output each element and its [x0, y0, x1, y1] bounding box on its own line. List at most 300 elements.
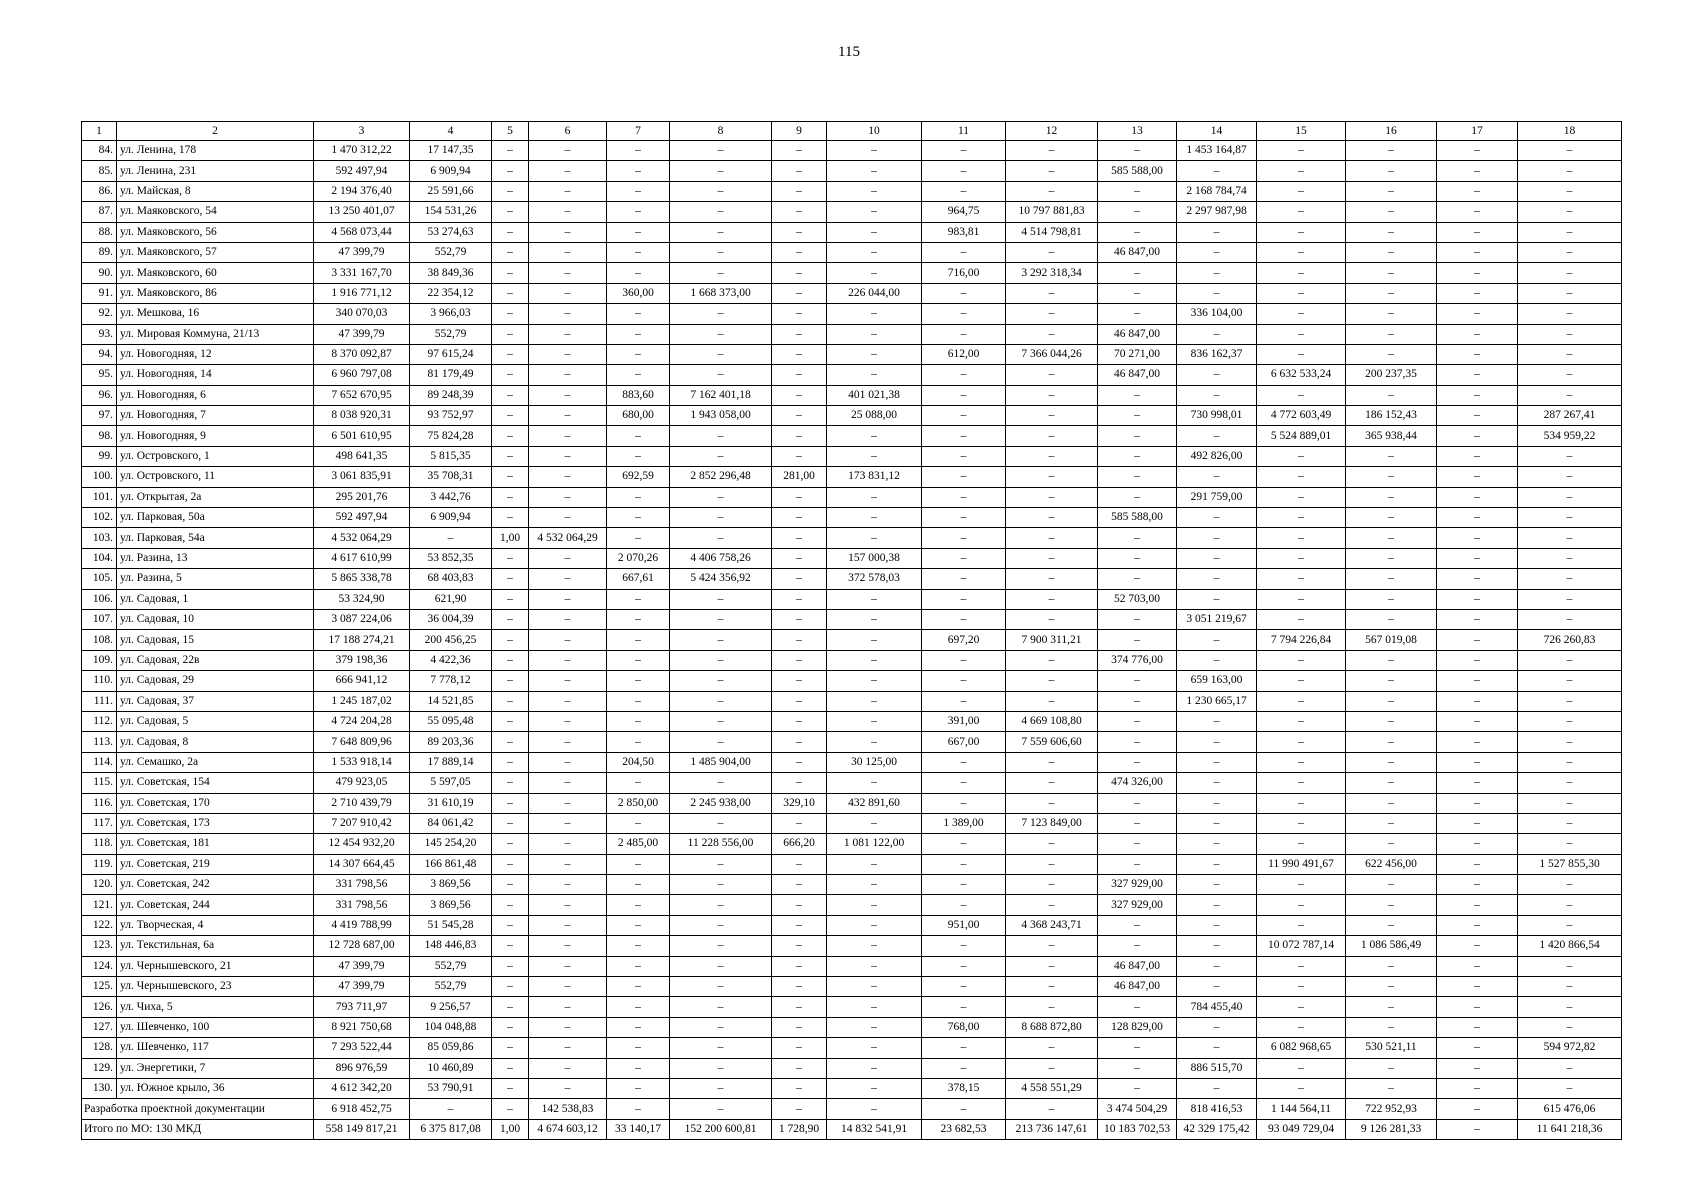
table-cell: – [492, 426, 529, 446]
table-cell: – [1346, 671, 1437, 691]
table-cell: – [607, 528, 670, 548]
table-cell: – [670, 324, 772, 344]
table-cell: – [827, 773, 922, 793]
table-cell: ул. Открытая, 2а [117, 487, 314, 507]
table-cell: 113. [82, 732, 117, 752]
table-cell: – [1518, 487, 1622, 507]
table-cell: – [1518, 242, 1622, 262]
table-cell: – [827, 344, 922, 364]
table-cell: – [772, 508, 827, 528]
table-cell: 91. [82, 283, 117, 303]
table-cell: – [670, 691, 772, 711]
table-cell: – [922, 793, 1006, 813]
table-cell: – [827, 528, 922, 548]
table-row [82, 1078, 1622, 1098]
table-cell: – [1006, 548, 1098, 568]
table-cell: – [607, 202, 670, 222]
table-cell: ул. Творческая, 4 [117, 915, 314, 935]
table-cell: – [1346, 650, 1437, 670]
table-row [82, 630, 1622, 650]
table-cell: – [492, 344, 529, 364]
table-row [82, 467, 1622, 487]
table-cell: 23 682,53 [922, 1119, 1006, 1139]
table-cell: – [1437, 834, 1518, 854]
table-cell: 116. [82, 793, 117, 813]
table-cell: – [1177, 508, 1257, 528]
table-cell: – [1437, 181, 1518, 201]
table-cell: – [670, 650, 772, 670]
table-cell: 5 815,35 [410, 446, 492, 466]
table-cell: 592 497,94 [314, 161, 410, 181]
table-row [82, 528, 1622, 548]
table-cell: 53 274,63 [410, 222, 492, 242]
table-cell: – [922, 1038, 1006, 1058]
table-cell: 474 326,00 [1098, 773, 1177, 793]
table-cell: – [1006, 609, 1098, 629]
table-cell: – [772, 936, 827, 956]
table-cell: 14 521,85 [410, 691, 492, 711]
table-cell: – [772, 406, 827, 426]
table-cell: 13 250 401,07 [314, 202, 410, 222]
table-cell: 360,00 [607, 283, 670, 303]
table-cell: – [492, 141, 529, 161]
table-row [82, 508, 1622, 528]
table-cell: 53 324,90 [314, 589, 410, 609]
table-cell: – [492, 895, 529, 915]
table-row [82, 875, 1622, 895]
table-row [82, 997, 1622, 1017]
table-cell: 7 648 809,96 [314, 732, 410, 752]
table-cell: – [1257, 508, 1346, 528]
table-cell: – [1177, 773, 1257, 793]
table-cell: – [1006, 793, 1098, 813]
table-cell: – [1098, 691, 1177, 711]
table-row [82, 1058, 1622, 1078]
table-cell: – [529, 406, 607, 426]
table-cell: – [1437, 813, 1518, 833]
table-cell: – [670, 141, 772, 161]
table-cell: 17 889,14 [410, 752, 492, 772]
table-cell: – [607, 650, 670, 670]
table-cell: – [772, 854, 827, 874]
table-cell: 4 [410, 122, 492, 141]
table-cell: – [529, 283, 607, 303]
table-cell: – [1437, 936, 1518, 956]
table-cell: 148 446,83 [410, 936, 492, 956]
table-cell: – [1518, 895, 1622, 915]
table-cell: – [1518, 508, 1622, 528]
table-cell: – [1257, 977, 1346, 997]
table-cell: 11 [922, 122, 1006, 141]
table-cell: 552,79 [410, 977, 492, 997]
table-cell: – [1437, 793, 1518, 813]
table-cell: 2 [117, 122, 314, 141]
table-cell: – [670, 426, 772, 446]
table-cell: 667,00 [922, 732, 1006, 752]
table-cell: 16 [1346, 122, 1437, 141]
table-cell: – [670, 813, 772, 833]
table-cell: – [1257, 1078, 1346, 1098]
table-cell: 3 474 504,29 [1098, 1099, 1177, 1119]
table-row [82, 426, 1622, 446]
table-row [82, 406, 1622, 426]
table-cell: – [1006, 426, 1098, 446]
table-cell: 118. [82, 834, 117, 854]
table-cell: – [492, 487, 529, 507]
table-cell: – [1257, 1058, 1346, 1078]
table-cell: 4 558 551,29 [1006, 1078, 1098, 1098]
table-cell: 951,00 [922, 915, 1006, 935]
table-cell: – [1177, 242, 1257, 262]
table-cell: – [1437, 956, 1518, 976]
table-cell: – [772, 977, 827, 997]
table-cell: – [1437, 467, 1518, 487]
table-cell: – [529, 915, 607, 935]
table-cell: – [607, 365, 670, 385]
table-cell: 97. [82, 406, 117, 426]
table-cell: – [827, 508, 922, 528]
table-cell: – [827, 691, 922, 711]
table-cell: – [1257, 773, 1346, 793]
table-cell: – [1437, 977, 1518, 997]
table-cell: 6 909,94 [410, 508, 492, 528]
table-cell: – [1006, 446, 1098, 466]
table-cell: – [1346, 711, 1437, 731]
table-cell: – [607, 426, 670, 446]
table-cell: ул. Чиха, 5 [117, 997, 314, 1017]
table-row [82, 609, 1622, 629]
table-cell: – [492, 650, 529, 670]
table-cell: – [1437, 854, 1518, 874]
table-cell: – [922, 304, 1006, 324]
table-cell: – [1006, 834, 1098, 854]
table-cell: – [772, 813, 827, 833]
table-cell: 666 941,12 [314, 671, 410, 691]
table-cell: 2 485,00 [607, 834, 670, 854]
table-cell: 622 456,00 [1346, 854, 1437, 874]
table-cell: – [1437, 1099, 1518, 1119]
table-cell: 93 049 729,04 [1257, 1119, 1346, 1139]
table-cell: – [1006, 1099, 1098, 1119]
table-cell: – [670, 222, 772, 242]
table-cell: – [922, 426, 1006, 446]
table-cell: – [529, 589, 607, 609]
table-cell: – [1346, 793, 1437, 813]
table-cell: – [772, 773, 827, 793]
table-cell: 10 183 702,53 [1098, 1119, 1177, 1139]
table-cell: – [492, 161, 529, 181]
table-cell: – [772, 1099, 827, 1119]
table-cell: ул. Садовая, 8 [117, 732, 314, 752]
table-cell: – [1346, 242, 1437, 262]
table-cell: – [492, 1058, 529, 1078]
table-cell: – [922, 977, 1006, 997]
table-cell: 479 923,05 [314, 773, 410, 793]
table-cell: – [529, 691, 607, 711]
table-cell: – [1006, 161, 1098, 181]
table-cell: ул. Новогодняя, 6 [117, 385, 314, 405]
table-cell: – [1518, 569, 1622, 589]
table-cell: 2 852 296,48 [670, 467, 772, 487]
table-row [82, 793, 1622, 813]
table-cell: – [1006, 141, 1098, 161]
table-cell: – [529, 936, 607, 956]
table-cell: – [922, 161, 1006, 181]
table-cell: 667,61 [607, 569, 670, 589]
table-cell: 68 403,83 [410, 569, 492, 589]
table-cell: – [827, 875, 922, 895]
table-cell: – [1346, 222, 1437, 242]
table-cell: – [1346, 263, 1437, 283]
table-cell: – [827, 1058, 922, 1078]
table-cell: – [1006, 650, 1098, 670]
table-cell: – [1346, 283, 1437, 303]
table-cell: 14 307 664,45 [314, 854, 410, 874]
table-cell: – [529, 161, 607, 181]
table-cell: – [1006, 1038, 1098, 1058]
table-cell: – [1177, 1017, 1257, 1037]
table-cell: – [670, 1078, 772, 1098]
table-cell: – [1437, 609, 1518, 629]
table-cell: – [529, 813, 607, 833]
table-cell: – [772, 711, 827, 731]
table-cell: – [1437, 548, 1518, 568]
table-cell: 567 019,08 [1346, 630, 1437, 650]
table-cell: – [1437, 1119, 1518, 1139]
table-cell: – [1006, 324, 1098, 344]
table-cell: 2 245 938,00 [670, 793, 772, 813]
table-cell: 100. [82, 467, 117, 487]
table-cell: – [922, 875, 1006, 895]
table-cell: 3 051 219,67 [1177, 609, 1257, 629]
table-cell: – [1518, 793, 1622, 813]
table-cell: 6 082 968,65 [1257, 1038, 1346, 1058]
table-cell: 127. [82, 1017, 117, 1037]
table-row [82, 773, 1622, 793]
table-cell: – [1257, 181, 1346, 201]
table-cell: – [1177, 711, 1257, 731]
table-cell: – [1257, 671, 1346, 691]
table-cell: 6 960 797,08 [314, 365, 410, 385]
table-cell: – [772, 263, 827, 283]
table-cell: – [1257, 691, 1346, 711]
table-cell: – [1098, 304, 1177, 324]
table-cell: 4 772 603,49 [1257, 406, 1346, 426]
table-cell: 4 532 064,29 [314, 528, 410, 548]
table-cell: 793 711,97 [314, 997, 410, 1017]
table-cell: ул. Маяковского, 86 [117, 283, 314, 303]
table-cell: – [607, 813, 670, 833]
table-cell: 33 140,17 [607, 1119, 670, 1139]
table-cell: – [922, 569, 1006, 589]
table-cell: 281,00 [772, 467, 827, 487]
table-cell: 340 070,03 [314, 304, 410, 324]
table-cell: – [1177, 365, 1257, 385]
table-cell: 89 203,36 [410, 732, 492, 752]
table-cell: – [607, 344, 670, 364]
table-cell: – [1518, 222, 1622, 242]
table-cell: – [529, 446, 607, 466]
table-cell: 90. [82, 263, 117, 283]
table-cell: – [1257, 141, 1346, 161]
table-cell: – [607, 589, 670, 609]
table-cell: – [607, 773, 670, 793]
table-cell: – [670, 936, 772, 956]
table-cell: – [1437, 630, 1518, 650]
table-cell: – [1437, 752, 1518, 772]
table-cell: 95. [82, 365, 117, 385]
table-cell: 47 399,79 [314, 242, 410, 262]
table-cell: 331 798,56 [314, 895, 410, 915]
table-cell: 7 794 226,84 [1257, 630, 1346, 650]
table-cell: – [529, 242, 607, 262]
table-cell: 7 207 910,42 [314, 813, 410, 833]
table-cell: – [670, 344, 772, 364]
table-cell: – [1518, 813, 1622, 833]
table-cell: – [1098, 202, 1177, 222]
table-cell: – [827, 487, 922, 507]
table-cell: – [1177, 732, 1257, 752]
table-cell: – [607, 915, 670, 935]
table-cell: ул. Шевченко, 100 [117, 1017, 314, 1037]
table-cell: 84 061,42 [410, 813, 492, 833]
table-cell: – [1518, 324, 1622, 344]
table-cell: – [772, 569, 827, 589]
table-cell: – [1518, 650, 1622, 670]
table-cell: – [1518, 304, 1622, 324]
table-cell: – [607, 1058, 670, 1078]
table-cell: – [1257, 650, 1346, 670]
table-cell: – [772, 324, 827, 344]
table-cell: ул. Чернышевского, 21 [117, 956, 314, 976]
table-cell: 22 354,12 [410, 283, 492, 303]
table-cell: ул. Разина, 5 [117, 569, 314, 589]
table-cell: 5 597,05 [410, 773, 492, 793]
table-cell: – [1518, 671, 1622, 691]
table-cell: – [772, 752, 827, 772]
table-cell: – [1518, 344, 1622, 364]
table-cell: – [827, 1038, 922, 1058]
table-cell: 7 900 311,21 [1006, 630, 1098, 650]
table-cell: – [1518, 609, 1622, 629]
table-cell: 1 [82, 122, 117, 141]
table-cell: 3 292 318,34 [1006, 263, 1098, 283]
table-cell: ул. Маяковского, 56 [117, 222, 314, 242]
table-cell: 3 061 835,91 [314, 467, 410, 487]
table-cell: 86. [82, 181, 117, 201]
table-cell: 8 038 920,31 [314, 406, 410, 426]
table-cell: – [1346, 528, 1437, 548]
table-cell: – [529, 508, 607, 528]
table-cell: – [1098, 609, 1177, 629]
table-cell: – [1098, 630, 1177, 650]
table-cell: 97 615,24 [410, 344, 492, 364]
table-cell: ул. Маяковского, 54 [117, 202, 314, 222]
table-cell: – [922, 446, 1006, 466]
table-cell: – [922, 609, 1006, 629]
table-cell: – [827, 977, 922, 997]
table-cell: – [1177, 813, 1257, 833]
table-cell: 1 728,90 [772, 1119, 827, 1139]
table-cell: – [772, 161, 827, 181]
table-cell: – [492, 589, 529, 609]
table-cell: – [1177, 956, 1257, 976]
table-row [82, 304, 1622, 324]
table-cell: 114. [82, 752, 117, 772]
table-cell: – [607, 956, 670, 976]
table-cell: – [1257, 548, 1346, 568]
table-cell: 552,79 [410, 956, 492, 976]
table-cell: – [492, 956, 529, 976]
table-cell: 492 826,00 [1177, 446, 1257, 466]
table-cell: 6 [529, 122, 607, 141]
table-cell: – [1177, 752, 1257, 772]
table-cell: – [529, 385, 607, 405]
table-cell: – [1177, 548, 1257, 568]
table-cell: – [922, 242, 1006, 262]
table-cell: 896 976,59 [314, 1058, 410, 1078]
table-cell: – [772, 997, 827, 1017]
table-cell: ул. Южное крыло, 36 [117, 1078, 314, 1098]
table-cell: 9 126 281,33 [1346, 1119, 1437, 1139]
table-cell: – [1346, 1078, 1437, 1098]
table-cell: – [1437, 732, 1518, 752]
table-cell: – [1098, 671, 1177, 691]
table-cell: 154 531,26 [410, 202, 492, 222]
table-cell: – [607, 508, 670, 528]
table-row [82, 548, 1622, 568]
table-cell: – [1177, 385, 1257, 405]
table-cell: – [1437, 242, 1518, 262]
table-cell: – [1098, 1058, 1177, 1078]
table-cell: – [1257, 895, 1346, 915]
table-cell: 17 [1437, 122, 1518, 141]
table-cell: – [607, 141, 670, 161]
table-cell: 8 688 872,80 [1006, 1017, 1098, 1037]
page-number: 115 [838, 44, 860, 60]
table-cell: – [772, 385, 827, 405]
table-cell: 4 532 064,29 [529, 528, 607, 548]
table-cell: 2 710 439,79 [314, 793, 410, 813]
table-row [82, 1038, 1622, 1058]
table-cell: – [827, 304, 922, 324]
table-cell: – [529, 344, 607, 364]
table-cell: – [1346, 141, 1437, 161]
table-cell: – [1257, 589, 1346, 609]
table-cell: – [1006, 1058, 1098, 1078]
table-cell: – [670, 1017, 772, 1037]
table-cell: – [670, 528, 772, 548]
table-cell: – [1098, 1038, 1177, 1058]
table-cell: – [922, 671, 1006, 691]
table-cell: – [529, 1017, 607, 1037]
table-cell: – [1006, 956, 1098, 976]
table-cell: 530 521,11 [1346, 1038, 1437, 1058]
table-cell: 692,59 [607, 467, 670, 487]
table-cell: 1 389,00 [922, 813, 1006, 833]
table-cell: 166 861,48 [410, 854, 492, 874]
table-cell: – [492, 630, 529, 650]
table-cell: – [1518, 732, 1622, 752]
table-cell: – [410, 528, 492, 548]
table-cell: 1 668 373,00 [670, 283, 772, 303]
table-cell: 12 728 687,00 [314, 936, 410, 956]
table-cell: – [529, 569, 607, 589]
table-cell: ул. Мировая Коммуна, 21/13 [117, 324, 314, 344]
table-cell: 1 086 586,49 [1346, 936, 1437, 956]
table-cell: 4 514 798,81 [1006, 222, 1098, 242]
table-cell: 93 752,97 [410, 406, 492, 426]
